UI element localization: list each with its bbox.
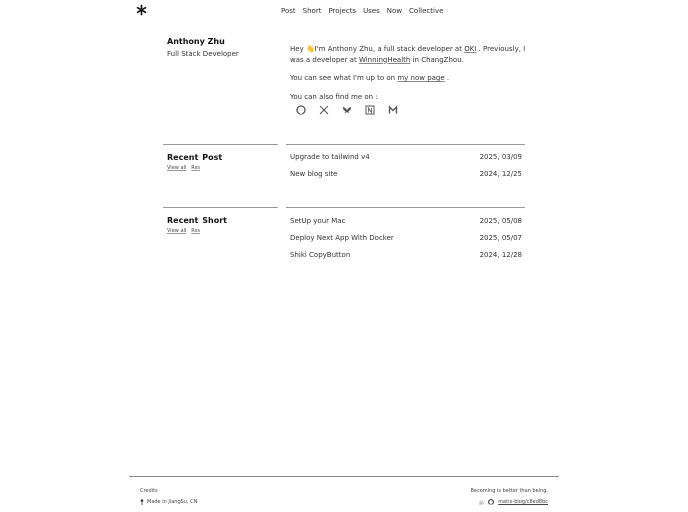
nav-now[interactable]: Now xyxy=(386,7,403,15)
intro-text: . Previously, I was a developer at xyxy=(290,45,526,64)
short-title[interactable]: SetUp your Mac xyxy=(290,216,346,225)
post-row[interactable] xyxy=(290,148,522,165)
posts-rss-link[interactable]: Rss xyxy=(191,165,200,171)
nav-projects[interactable]: Projects xyxy=(328,7,357,15)
post-date: 2025, 03/09 xyxy=(479,152,522,161)
find-me-text: You can also find me on : xyxy=(290,92,378,101)
intro xyxy=(290,44,526,110)
github-icon[interactable] xyxy=(488,499,494,505)
asterisk-logo-icon[interactable] xyxy=(136,3,147,17)
title-word: Post xyxy=(202,153,223,162)
short-title[interactable]: Deploy Next App With Docker xyxy=(290,233,394,242)
rss-icon[interactable] xyxy=(479,500,484,505)
nav-collective[interactable]: Collective xyxy=(409,7,444,15)
intro-paragraph xyxy=(290,44,526,65)
nav-post[interactable]: Post xyxy=(281,7,296,15)
profile-name: Anthony Zhu xyxy=(167,37,225,46)
recent-short-title xyxy=(167,216,227,225)
nav-uses[interactable]: Uses xyxy=(363,7,380,15)
view-all-shorts-link[interactable]: View all xyxy=(167,228,187,234)
intro-text: Hey xyxy=(290,45,306,53)
shorts-rss-link[interactable]: Rss xyxy=(191,228,200,234)
short-date: 2025, 05/07 xyxy=(479,233,522,242)
divider xyxy=(286,144,525,145)
main-nav xyxy=(281,7,443,15)
profile-role: Full Stack Developer xyxy=(167,50,239,58)
short-title[interactable]: Shiki CopyButton xyxy=(290,250,351,259)
recent-short-links xyxy=(167,228,200,234)
nav-short[interactable]: Short xyxy=(302,7,322,15)
divider xyxy=(163,207,278,208)
short-row[interactable] xyxy=(290,229,522,246)
recent-short-list xyxy=(290,212,522,263)
gmail-icon[interactable] xyxy=(388,105,398,115)
now-text: You can see what I'm up to on xyxy=(290,74,398,82)
github-icon[interactable] xyxy=(296,105,306,115)
made-in xyxy=(140,499,197,505)
winninghealth-link[interactable]: WinningHealth xyxy=(358,55,411,64)
now-text: . xyxy=(444,74,450,82)
short-row[interactable] xyxy=(290,246,522,263)
post-title[interactable]: New blog site xyxy=(290,169,338,178)
credits-link[interactable]: Credits xyxy=(140,488,158,494)
divider xyxy=(163,144,278,145)
intro-text: in ChangZhou. xyxy=(410,55,464,64)
footer-quote: Becoming is better than being. xyxy=(470,488,548,494)
intro-text: I'm Anthony Zhu, a full stack developer at xyxy=(314,45,465,53)
recent-post-links xyxy=(167,165,200,171)
recent-post-list xyxy=(290,148,522,182)
footer-divider xyxy=(129,476,559,477)
repo-info xyxy=(479,499,548,505)
short-date: 2024, 12/28 xyxy=(479,250,522,259)
x-icon[interactable] xyxy=(319,105,329,115)
title-word: Recent xyxy=(167,216,199,225)
now-page-link[interactable]: my now page xyxy=(397,74,445,82)
short-date: 2025, 05/08 xyxy=(479,216,522,225)
post-row[interactable] xyxy=(290,165,522,182)
view-all-posts-link[interactable]: View all xyxy=(167,165,187,171)
post-date: 2024, 12/25 xyxy=(479,169,522,178)
notion-icon[interactable] xyxy=(365,105,375,115)
repo-commit-link[interactable]: matix-blog/c8ed8bc xyxy=(498,499,548,505)
made-in-text: Made in JiangSu, CN xyxy=(147,499,198,505)
recent-post-title xyxy=(167,153,222,162)
social-links xyxy=(296,105,398,115)
pin-icon xyxy=(140,499,144,505)
divider xyxy=(286,207,525,208)
bluesky-icon[interactable] xyxy=(342,105,352,115)
oki-link[interactable]: OKI xyxy=(464,45,477,53)
now-paragraph xyxy=(290,73,526,84)
post-title[interactable]: Upgrade to tailwind v4 xyxy=(290,152,370,161)
wave-emoji: 👋 xyxy=(305,45,315,53)
title-word: Short xyxy=(202,216,228,225)
title-word: Recent xyxy=(167,153,199,162)
short-row[interactable] xyxy=(290,212,522,229)
